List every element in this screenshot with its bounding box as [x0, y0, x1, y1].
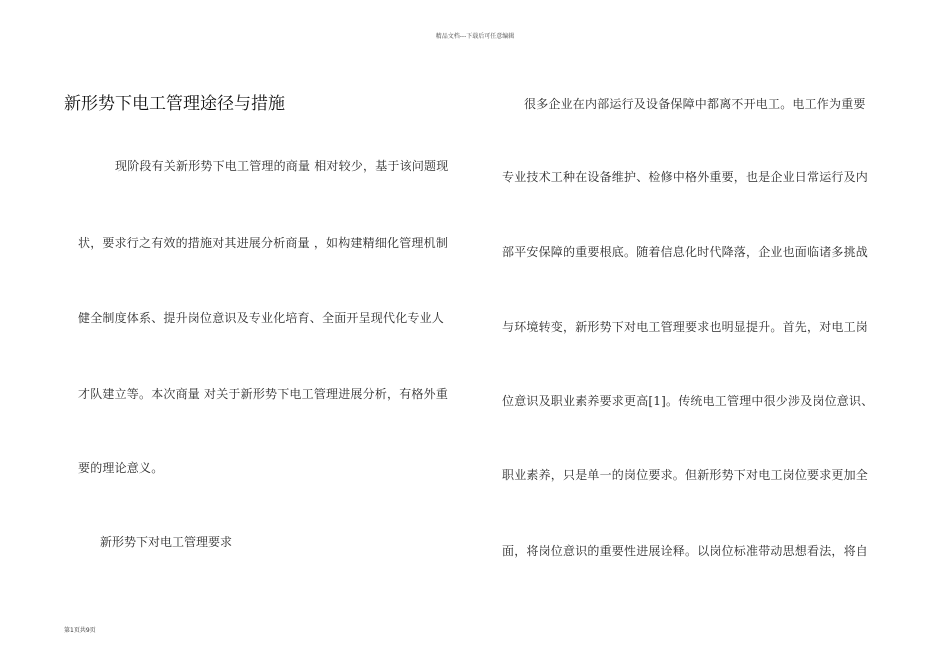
- paragraph-line: 现阶段有关新形势下电工管理的商量 相对较少，基于该问题现: [115, 159, 449, 173]
- paragraph-line: 专业技术工种在设备维护、检修中格外重要，也是企业日常运行及内: [502, 170, 869, 184]
- paragraph-line: 很多企业在内部运行及设备保障中都离不开电工。电工作为重要: [524, 97, 866, 111]
- paragraph-line: 健全制度体系、提升岗位意识及专业化培育、全面开呈现代化专业人: [78, 311, 445, 325]
- page-header: 精品文档---下载后可任意编辑: [435, 33, 515, 40]
- page-number: 第1页共9页: [64, 627, 96, 634]
- paragraph-line: 与环境转变，新形势下对电工管理要求也明显提升。首先，对电工岗: [502, 320, 869, 334]
- paragraph-line: 要的理论意义。: [78, 461, 164, 475]
- paragraph-line: 面，将岗位意识的重要性进展诠释。以岗位标准带动思想看法，将自: [502, 544, 869, 558]
- paragraph-line: 位意识及职业素养要求更高[1]。传统电工管理中很少涉及岗位意识、: [502, 394, 874, 408]
- section-heading: 新形势下对电工管理要求: [100, 535, 233, 549]
- paragraph-line: 状，要求行之有效的措施对其进展分析商量 ，如构建精细化管理机制: [78, 236, 449, 250]
- paragraph-line: 职业素养，只是单一的岗位要求。但新形势下对电工岗位要求更加全: [502, 468, 869, 482]
- paragraph-line: 部平安保障的重要根底。随着信息化时代降落，企业也面临诸多挑战: [502, 245, 869, 259]
- document-title: 新形势下电工管理途径与措施: [64, 94, 285, 114]
- paragraph-line: 才队建立等。本次商量 对关于新形势下电工管理进展分析，有格外重: [78, 387, 449, 401]
